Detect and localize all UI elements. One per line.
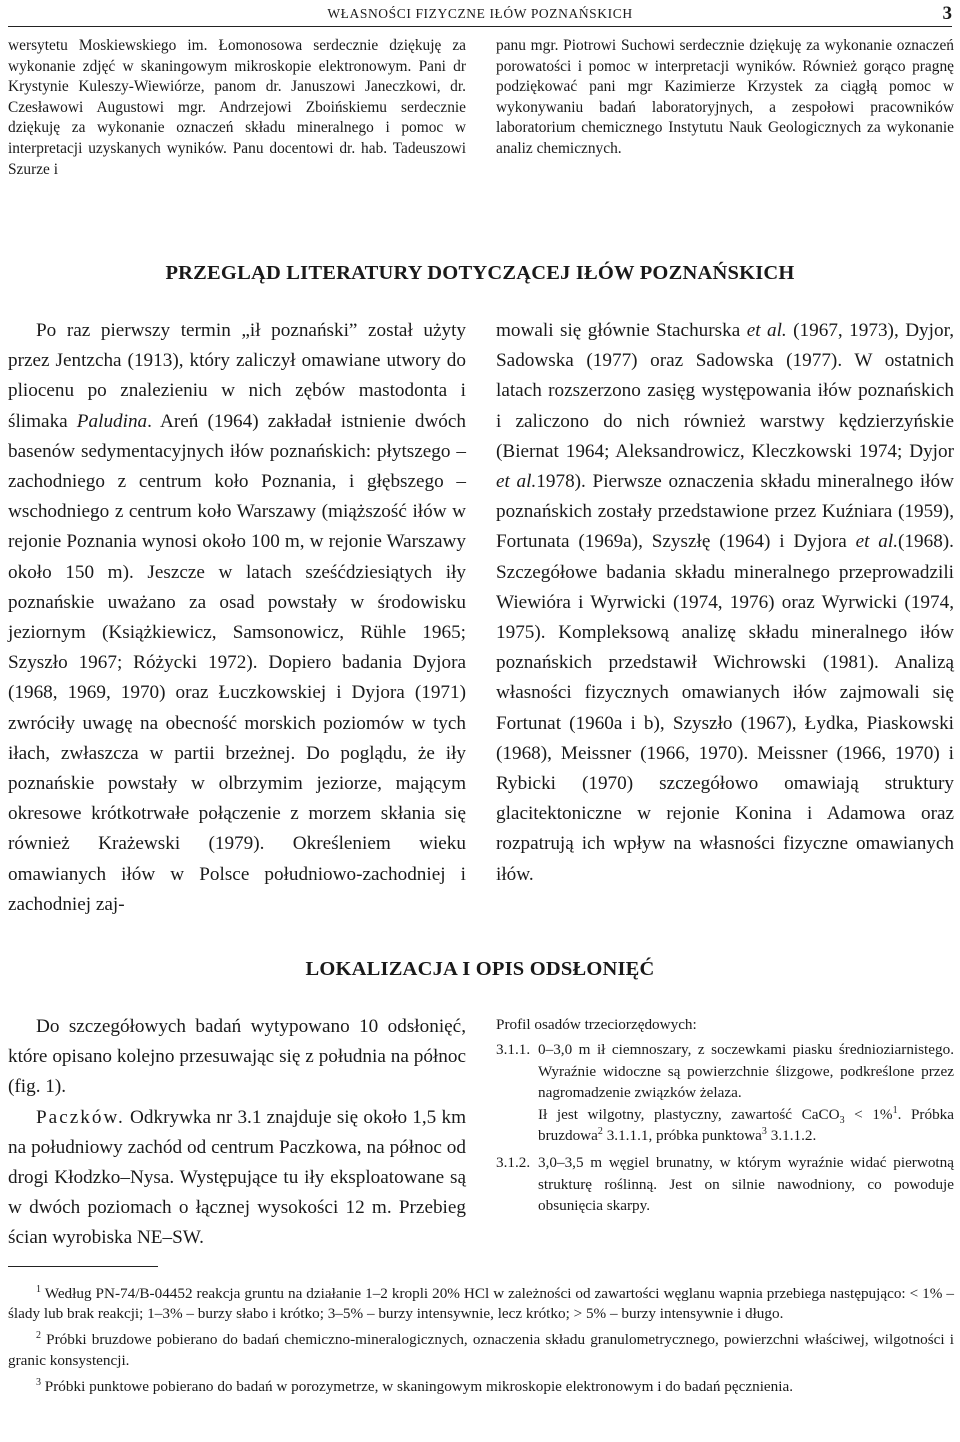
localization-heading: LOKALIZACJA I OPIS ODSŁONIĘĆ [305, 958, 655, 980]
footnote-mark: 3 [36, 1376, 41, 1388]
profile-title: Profil osadów trzeciorzędowych: [496, 1016, 697, 1033]
profile-item-description: 0–3,0 m ił ciemnoszary, z soczewkami piasku średnioziarnistego. Wyraźnie widoczne są powierzchnie ślizgowe, podkreślone przez nagromadzenie związków żelaza. [538, 1041, 954, 1102]
place-name: Paczków. [36, 1106, 125, 1128]
profile-item-number: 3.1.2. [496, 1154, 531, 1172]
localization-paragraph-2-text: Odkrywka nr 3.1 znajduje się około 1,5 km na południowy zachód od centrum Paczkowa, na północ od drogi Kłodzko–Nysa. Występujące tu iły eksploatowane są w dwóch poziomach o łącznej wysokości 12 m. Przebieg ścian wyrobiska NE–SW. [8, 1106, 466, 1249]
genus-name: Paludina [76, 410, 148, 432]
footnote-3 [8, 1377, 954, 1397]
profile-item [496, 1152, 954, 1216]
footnote-ref-3: 3 [761, 1125, 767, 1137]
profile-item-details-e: 3.1.1.2. [766, 1127, 817, 1145]
localization-paragraph-2 [8, 1103, 466, 1254]
et-al-3: et al. [855, 531, 899, 553]
footnote-rule [8, 1266, 158, 1267]
literature-left-text-2: . Areń (1964) zakładał istnienie dwóch basenów sedymentacyjnych iłów poznańskich: płytszego – zachodniego z centrum koło Poznania, i głębszego – wschodniego z centrum koło Warszawy (miąższość iłów w rejonie Poznania wynosi około 100 m, w rejonie Warszawy około 150 m). Jeszcze w latach sześćdziesiątych iły poznańskie uważano za osad powstały w środowisku jeziornym (Książkiewicz, Samsonowicz, Rühle 1965; Szyszło 1967; Różycki 1972). Dopiero badania Dyjora (1968, 1969, 1970) oraz Łuczkowskiej i Dyjora (1971) zwróciły uwagę na obecność morskich poziomów w tych iłach, zwłaszcza w partii brzeżnej. Do poglądu, że iły poznańskie powstały w olbrzymim jeziorze, mającym okresowe krótkotrwałe połączenie z morzem skłania się również Krażewski (1979). Określeniem wieku omawianych iłów w Polsce południowo-zachodniej i zachodniej zaj- [8, 410, 467, 915]
footnote-mark: 1 [36, 1283, 41, 1295]
literature-right-text-4: (1968). Szczegółowe badania składu mineralnego przeprowadzili Wiewióra i Wyrwicki (1974, 1976) oraz Wyrwicki (1974, 1975). Kompleksową analizę składu mineralnego iłów poznańskich przedstawił Wichrowski (1981). Analizą własności fizycznych omawianych iłów zajmowali się Fortunat (1960a i b), Szyszło (1967), Łydka, Piaskowski (1968), Meissner (1966, 1970). Meissner (1966, 1970) i Rybicki (1970) szczegółowo omawiają struktury glacitektoniczne w rejonie Konina i Adamowa oraz rozpatrują ich wpływ na własności fizyczne omawianych iłów. [496, 531, 954, 885]
acknowledgments-right-column [496, 36, 954, 160]
literature-left-text-1: Po raz pierwszy termin „ił poznański” został użyty przez Jentzcha (1913), który zaliczył omawiane utwory do pliocenu po znalezieniu w nich zębów mastodonta i ślimaka [8, 320, 466, 432]
profile-item-details [538, 1104, 954, 1147]
literature-left-column [8, 316, 466, 920]
acknowledgments-paragraph-right: panu mgr. Piotrowi Suchowi serdecznie dziękuję za wykonanie oznaczeń porowatości i pomoc w interpretacji wyników. Również gorąco pragnę podziękować pani mgr Kazimierze Krzystek za ciągłą pomoc w wykonywaniu badań laboratoryjnych, a zespołowi pracowników laboratorium chemicznego Instytutu Nauk Geologicznych za wykonanie analiz chemicznych. [496, 37, 954, 157]
page-number: 3 [942, 3, 952, 24]
acknowledgments-paragraph-left: wersytetu Moskiewskiego im. Łomonosowa serdecznie dziękuję za wykonanie zdjęć w skaningowym mikroskopie elektronowym. Pani dr Krystynie Kuleszy-Wiewiórze, panom dr. Januszowi Janeczkowi, dr. Czesławowi Augustowi mgr. Andrzejowi Zboińskiemu serdecznie dziękuję za wykonanie oznaczeń składu mineralnego i pomoc w interpretacji uzyskanych wyników. Panu docentowi dr. hab. Tadeuszowi Szurze i [8, 37, 466, 178]
profile-item-details-b: < 1% [844, 1105, 893, 1123]
literature-right-column [496, 316, 954, 890]
profile-item-details-a: Ił jest wilgotny, plastyczny, zawartość CaCO [538, 1105, 840, 1123]
literature-right-text-2: (1967, 1973), Dyjor, Sadowska (1977) oraz Sadowska (1977). W ostatnich latach rozszerzono zasięg występowania iłów poznańskich i zaliczono do nich również warstwy kędzierzyńskie (Biernat 1964; Aleksandrowicz, Kleczkowski 1974; Dyjor [496, 320, 954, 462]
literature-right-text-3: 1978). Pierwsze oznaczenia składu mineralnego iłów poznańskich zostały przedstawione przez Kuźniara (1959), Fortunata (1969a), Szyszłę (1964) i Dyjora [496, 471, 954, 553]
footnote-ref-2: 2 [597, 1125, 603, 1137]
literature-heading: PRZEGLĄD LITERATURY DOTYCZĄCEJ IŁÓW POZNAŃSKICH [165, 262, 795, 284]
localization-paragraph-1: Do szczegółowych badań wytypowano 10 odsłonięć, które opisano kolejno przesuwając się z południa na północ (fig. 1). [8, 1016, 466, 1098]
subscript: 3 [839, 1114, 845, 1126]
footnote-ref-1: 1 [892, 1104, 898, 1116]
footnote-text: Według PN-74/B-04452 reakcja gruntu na działanie 1–2 kropli 20% HCl w zależności od zawartości węglanu wapnia przebiega następująco: < 1% – ślady lub brak reakcji; 1–3% – burzy słabo i krótko; 3–5% – burzy intensywnie, lecz krótko; > 5% – burzy intensywnie i długo. [8, 1285, 954, 1323]
acknowledgments-left-column [8, 36, 466, 180]
profile-item-description: 3,0–3,5 m węgiel brunatny, w którym wyraźnie widać pierwotną strukturę roślinną. Jest on silnie nawodniony, co powoduje obsunięcia skarpy. [538, 1154, 954, 1215]
footnote-text: Próbki bruzdowe pobierano do badań chemiczno-mineralogicznych, oznaczenia składu granulometrycznego, powierzchni właściwej, wilgotności i granic konsystencji. [8, 1331, 954, 1369]
profile-column [496, 1014, 954, 1217]
et-al-2: et al. [496, 471, 537, 493]
literature-right-text-1: mowali się głównie Stachurska [496, 320, 747, 341]
profile-item-text [538, 1152, 954, 1216]
profile-item-text [538, 1039, 954, 1146]
running-header [8, 4, 952, 27]
profile-item-details-c: . Próbka bruzdowa [538, 1105, 954, 1145]
footnote-mark: 2 [36, 1330, 41, 1342]
running-title: WŁASNOŚCI FIZYCZNE IŁÓW POZNAŃSKICH [327, 6, 633, 21]
footnote-1 [8, 1284, 954, 1324]
literature-paragraph-left [8, 316, 466, 920]
profile-item [496, 1039, 954, 1146]
footnote-text: Próbki punktowe pobierano do badań w porozymetrze, w skaningowym mikroskopie elektronowym i do badań pęcznienia. [41, 1377, 794, 1395]
literature-paragraph-right [496, 316, 954, 890]
footnotes [8, 1284, 954, 1403]
profile-item-details-d: 3.1.1.1, próbka punktowa [602, 1127, 762, 1145]
profile-item-number: 3.1.1. [496, 1041, 531, 1059]
localization-left-column [8, 1012, 466, 1254]
et-al-1: et al. [746, 320, 787, 341]
footnote-2 [8, 1330, 954, 1370]
